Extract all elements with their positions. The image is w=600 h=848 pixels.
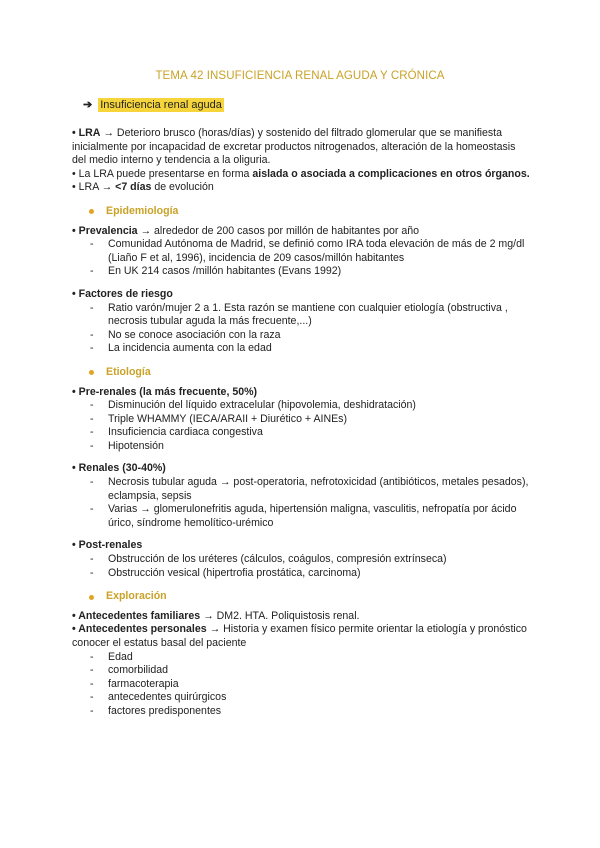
- list-item: - farmacoterapia: [90, 678, 532, 692]
- factores-label: • Factores de riesgo: [72, 287, 173, 300]
- prevalencia-label: • Prevalencia: [72, 224, 138, 237]
- personales-label: • Antecedentes personales: [72, 623, 207, 636]
- postrenales-label: • Post-renales: [72, 539, 143, 552]
- list-item: - Insuficiencia cardiaca congestiva: [90, 426, 532, 440]
- bullet-dot-icon: [89, 595, 94, 600]
- prevalencia-text: → alrededor de 200 casos por millón de habitantes por año: [137, 224, 420, 237]
- factores-riesgo: [72, 288, 532, 302]
- prerenales: [72, 386, 532, 400]
- highlighted-heading: Insuficiencia renal aguda: [100, 99, 222, 111]
- duration-text: • LRA →: [72, 181, 116, 194]
- list-item: - En UK 214 casos /millón habitantes (Evans 1992): [90, 265, 532, 279]
- bullet-dot-icon: [89, 370, 94, 375]
- factores-list: [90, 302, 532, 356]
- list-item: - Necrosis tubular aguda → post-operatoria, nefrotoxicidad (antibióticos, metales pesados), eclampsia, sepsis: [90, 476, 532, 503]
- prerenales-label: • Pre-renales (la más frecuente, 50%): [72, 385, 258, 398]
- subsection-title: Epidemiología: [106, 204, 179, 217]
- list-item: - No se conoce asociación con la raza: [90, 329, 532, 343]
- postrenales-list: [90, 553, 532, 580]
- lra-label: • LRA: [72, 127, 101, 139]
- prevalencia: [72, 225, 532, 239]
- list-item: - Varias → glomerulonefritis aguda, hipertensión maligna, vasculitis, nefropatía por ácido úrico, síndrome hemolítico-urémico: [90, 503, 532, 530]
- prerenales-list: [90, 399, 532, 453]
- list-item: - factores predisponentes: [90, 705, 532, 719]
- subsection-title: Exploración: [106, 590, 167, 603]
- intro-presentation: [72, 168, 532, 182]
- intro-lra: [72, 127, 532, 168]
- document-title: TEMA 42 INSUFICIENCIA RENAL AGUDA Y CRÓNICA: [155, 70, 445, 82]
- list-item: - Comunidad Autónoma de Madrid, se definió como IRA toda elevación de más de 2 mg/dl (Liaño F et al, 1996), incidencia de 209 casos/millón habitantes: [90, 238, 532, 265]
- list-item: - Disminución del líquido extracelular (hipovolemia, deshidratación): [90, 399, 532, 413]
- subsection-epidemiologia: [89, 205, 532, 219]
- presentation-bold: aislada o asociada a complicaciones en otros órganos.: [252, 167, 530, 180]
- duration-bold: <7 días: [115, 181, 152, 194]
- subsection-etiologia: [89, 366, 532, 380]
- list-item: - Obstrucción de los uréteres (cálculos, coágulos, compresión extrínseca): [90, 553, 532, 567]
- antecedentes-familiares: [72, 610, 532, 624]
- list-item: - Edad: [90, 651, 532, 665]
- subsection-title: Etiología: [106, 365, 151, 378]
- familiares-text: → DM2. HTA. Poliquistosis renal.: [200, 609, 360, 622]
- postrenales: [72, 539, 532, 553]
- personales-text: → Historia y examen físico permite orientar la etiología y pronóstico conocer el estatus basal del paciente: [72, 623, 527, 649]
- intro-duration: [72, 181, 532, 195]
- renales-list: [90, 476, 532, 530]
- list-item: - Hipotensión: [90, 440, 532, 454]
- bullet-dot-icon: [89, 209, 94, 214]
- list-item: - Ratio varón/mujer 2 a 1. Esta razón se mantiene con cualquier etiología (obstructiva , necrosis tubular aguda la más frecuente,...): [90, 302, 532, 329]
- lra-definition: → Deterioro brusco (horas/días) y sostenido del filtrado glomerular que se manifiesta inicialmente por incapacidad de excretar productos nitrogenados, alteración de la homeostasis del medio interno y tendencia a la oliguria.: [72, 127, 516, 167]
- document-body: [72, 127, 532, 719]
- personales-list: [90, 651, 532, 719]
- duration-tail: de evolución: [151, 181, 214, 194]
- familiares-label: • Antecedentes familiares: [72, 609, 201, 622]
- section-heading-row: [83, 98, 224, 111]
- renales: [72, 462, 532, 476]
- list-item: - antecedentes quirúrgicos: [90, 691, 532, 705]
- list-item: - La incidencia aumenta con la edad: [90, 342, 532, 356]
- list-item: - Obstrucción vesical (hipertrofia prostática, carcinoma): [90, 567, 532, 581]
- subsection-exploracion: [89, 590, 532, 604]
- presentation-text: • La LRA puede presentarse en forma: [72, 167, 253, 180]
- list-item: - comorbilidad: [90, 664, 532, 678]
- antecedentes-personales: [72, 623, 532, 650]
- renales-label: • Renales (30-40%): [72, 462, 166, 475]
- list-item: - Triple WHAMMY (IECA/ARAII + Diurético + AINEs): [90, 413, 532, 427]
- arrow-icon: ➔: [83, 99, 93, 111]
- prevalencia-list: [90, 238, 532, 279]
